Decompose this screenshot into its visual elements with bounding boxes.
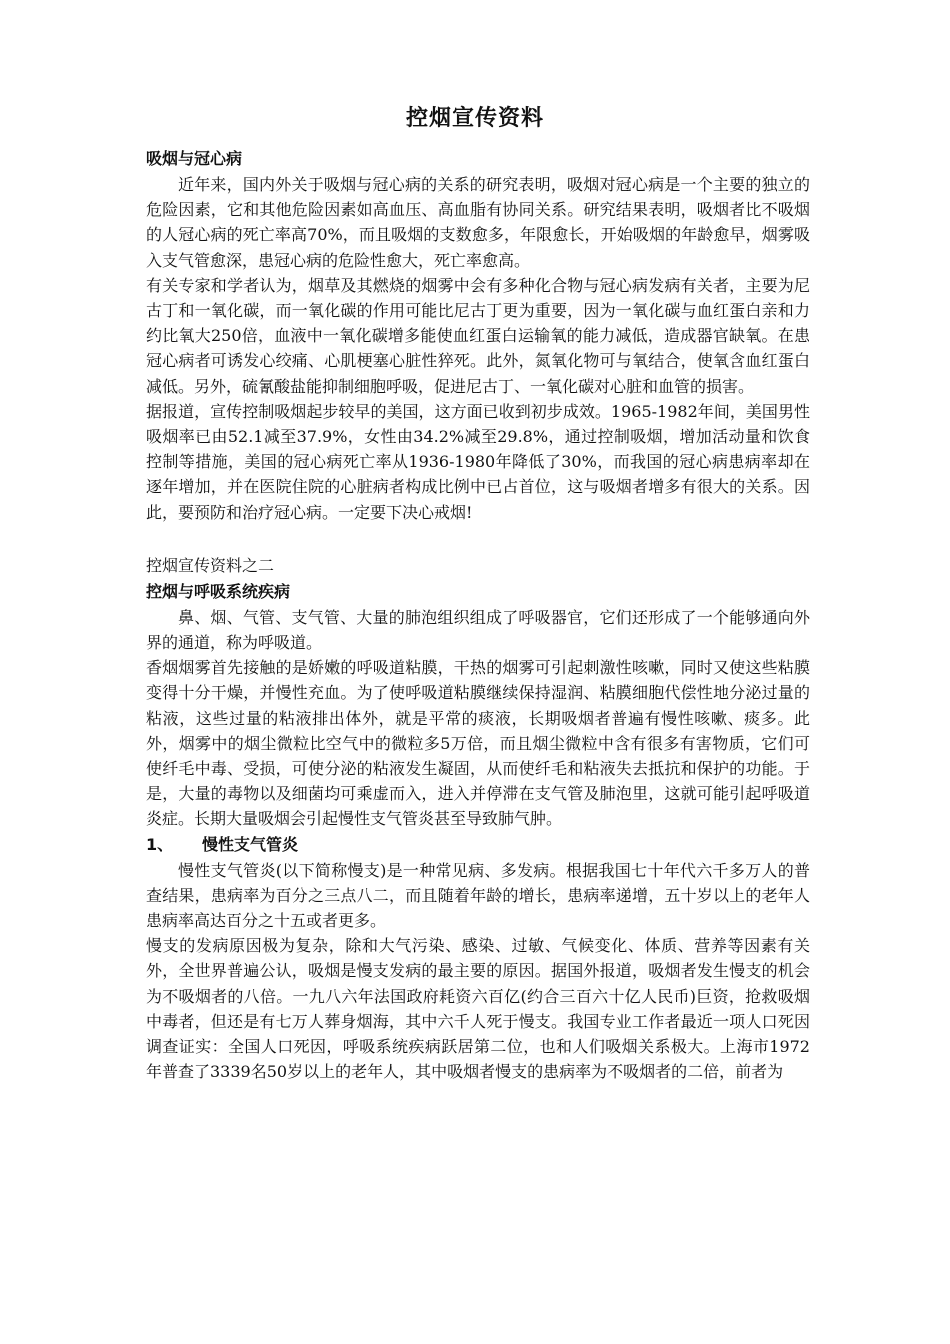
paragraph: 据报道，宣传控制吸烟起步较早的美国，这方面已收到初步成效。1965-1982年间，美国男性吸烟率已由52.1减至37.9%，女性由34.2%减至29.8%，通过控制吸烟，增加活动量和饮食控制等措施，美国的冠心病死亡率从1936-1980年降低了30%，而我国的冠心病患病率却在逐年增加，并在医院住院的心脏病者构成比例中已占首位，这与吸烟者增多有很大的关系。因此，要预防和治疗冠心病。一定要下决心戒烟! xyxy=(146,401,810,522)
document-title: 控烟宣传资料 xyxy=(405,105,544,131)
section-heading: 控烟与呼吸系统疾病 xyxy=(146,581,291,601)
paragraph: 香烟烟雾首先接触的是娇嫩的呼吸道粘膜，干热的烟雾可引起刺激性咳嗽，同时又使这些粘膜变得十分干燥，并慢性充血。为了使呼吸道粘膜继续保持湿润、粘膜细胞代偿性地分泌过量的粘液，这些过量的粘液排出体外，就是平常的痰液，长期吸烟者普遍有慢性咳嗽、痰多。此外，烟雾中的烟尘微粒比空气中的微粒多5万倍，而且烟尘微粒中含有很多有害物质，它们可使纤毛中毒、受损，可使分泌的粘液发生凝固，从而使纤毛和粘液失去抵抗和保护的功能。于是，大量的毒物以及细菌均可乘虚而入，进入并停滞在支气管及肺泡里，这就可能引起呼吸道炎症。长期大量吸烟会引起慢性支气管炎甚至导致肺气肿。 xyxy=(146,658,810,829)
item-number: 1、 xyxy=(146,834,174,854)
numbered-heading xyxy=(146,832,810,858)
paragraph: 鼻、烟、气管、支气管、大量的肺泡组织组成了呼吸器官，它们还形成了一个能够通向外界的通道，称为呼吸道。 xyxy=(146,607,810,653)
paragraph: 慢支的发病原因极为复杂，除和大气污染、感染、过敏、气候变化、体质、营养等因素有关外，全世界普遍公认，吸烟是慢支发病的最主要的原因。据国外报道，吸烟者发生慢支的机会为不吸烟者的八倍。一九八六年法国政府耗资六百亿(约合三百六十亿人民币)巨资，抢救吸烟中毒者，但还是有七万人葬身烟海，其中六千人死于慢支。我国专业工作者最近一项人口死因调查证实：全国人口死因，呼吸系统疾病跃居第二位，也和人们吸烟关系极大。上海市1972年普查了3339名50岁以上的老年人，其中吸烟者慢支的患病率为不吸烟者的二倍，前者为 xyxy=(146,936,810,1082)
blank-line xyxy=(146,525,810,553)
paragraph: 有关专家和学者认为，烟草及其燃烧的烟雾中会有多种化合物与冠心病发病有关者，主要为尼古丁和一氧化碳，而一氧化碳的作用可能比尼古丁更为重要，因为一氧化碳与血红蛋白亲和力约比氧大250倍，血液中一氧化碳增多能使血红蛋白运输氧的能力减低，造成器官缺氧。在患冠心病者可诱发心绞痛、心肌梗塞心脏性猝死。此外，氮氧化物可与氧结合，使氧含血红蛋白减低。另外，硫氰酸盐能抑制细胞呼吸，促进尼古丁、一氧化碳对心脏和血管的损害。 xyxy=(146,275,810,396)
paragraph: 慢性支气管炎(以下简称慢支)是一种常见病、多发病。根据我国七十年代六千多万人的普查结果，患病率为百分之三点八二，而且随着年龄的增长，患病率递增，五十岁以上的老年人患病率高达百分之十五或者更多。 xyxy=(146,860,810,931)
document-body xyxy=(146,146,810,1085)
paragraph: 近年来，国内外关于吸烟与冠心病的关系的研究表明，吸烟对冠心病是一个主要的独立的危险因素，它和其他危险因素如高血压、高血脂有协同关系。研究结果表明，吸烟者比不吸烟的人冠心病的死亡率高70%，而且吸烟的支数愈多，年限愈长，开始吸烟的年龄愈早，烟雾吸入支气管愈深，患冠心病的危险性愈大，死亡率愈高。 xyxy=(146,175,810,270)
item-title: 慢性支气管炎 xyxy=(202,834,299,854)
section-heading: 吸烟与冠心病 xyxy=(146,149,243,168)
section-subtitle: 控烟宣传资料之二 xyxy=(146,555,275,575)
